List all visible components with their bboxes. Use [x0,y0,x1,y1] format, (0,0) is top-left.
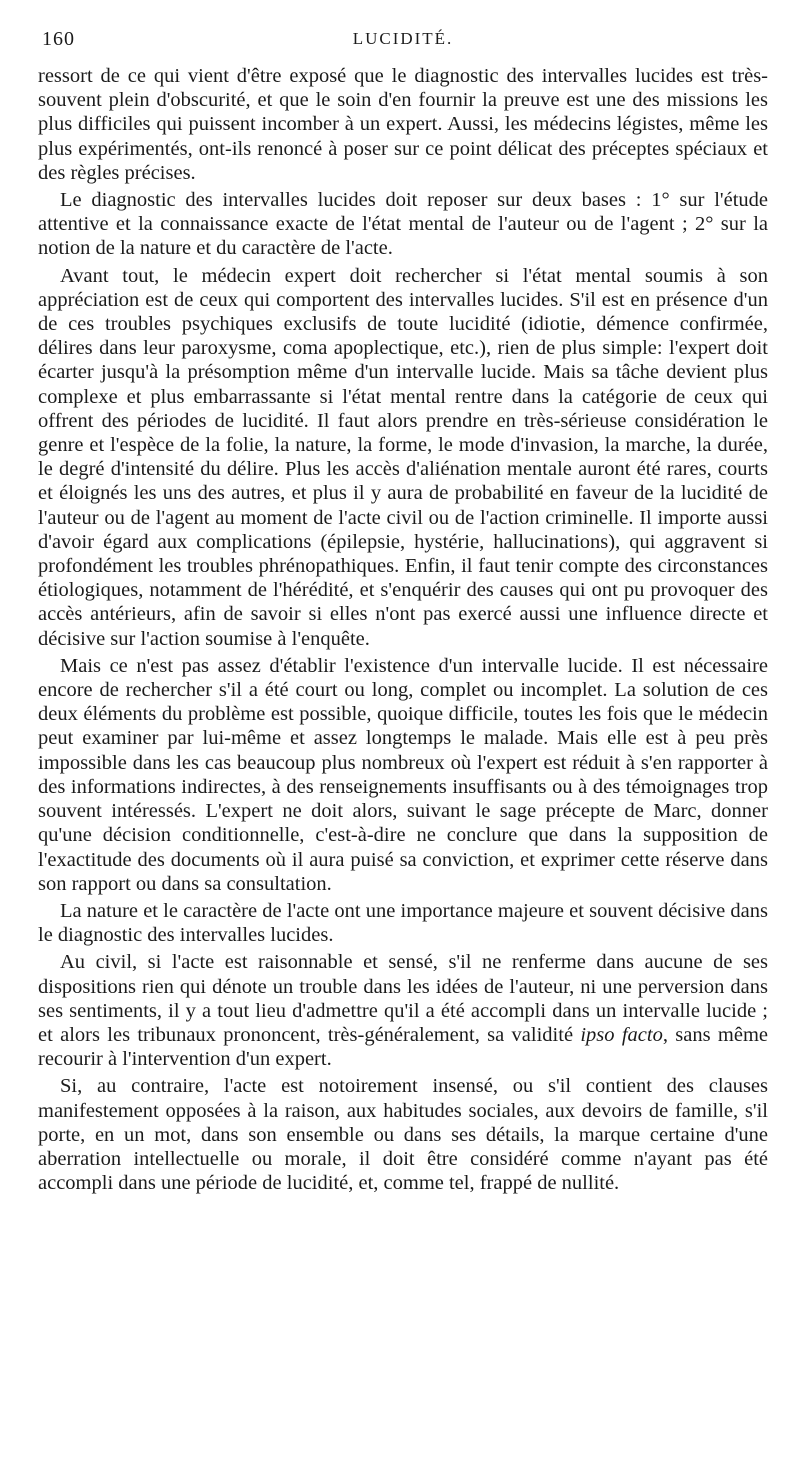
paragraph-civil-text-b: , sans même recourir à l'intervention d'un expert. [38,1023,768,1071]
paragraph-nature-of-act: La nature et le caractère de l'acte ont une importance majeure et souvent décisive dans le diagnostic des intervalles lucides. [38,899,768,947]
running-title: LUCIDITÉ. [352,29,454,48]
paragraph-mental-state: Avant tout, le médecin expert doit rechercher si l'état mental soumis à son appréciation est de ceux qui comportent des intervalles lucides. S'il est en présence d'un de ces troubles psychiques exclusifs de toute lucidité (idiotie, démence confirmée, délires dans leur paroxysme, coma apoplectique, etc.), rien de plus simple: l'expert doit écarter jusqu'à la présomption même d'un intervalle lucide. Mais sa tâche devient plus complexe et plus embarrassante si l'état mental rentre dans la catégorie de ceux qui offrent des périodes de lucidité. Il faut alors prendre en très-sérieuse considération le genre et l'espèce de la folie, la nature, la forme, le mode d'invasion, la marche, la durée, le degré d'intensité du délire. Plus les accès d'aliénation mentale auront été rares, courts et éloignés les uns des autres, et plus il y aura de probabilité en faveur de la lucidité de l'auteur ou de l'agent au moment de l'acte civil ou de l'action criminelle. Il importe aussi d'avoir égard aux complications (épilepsie, hystérie, hallucinations), qui aggravent si profondément les troubles phrénopathiques. Enfin, il faut tenir compte des circonstances étiologiques, notamment de l'hérédité, et s'enquérir des causes qui ont pu provoquer des accès antérieurs, afin de savoir si elles n'ont pas exercé aussi une influence directe et décisive sur l'action soumise à l'enquête. [38,264,768,650]
paragraph-civil-text-a: Au civil, si l'acte est raisonnable et sensé, s'il ne renferme dans aucune de ses dispositions rien qui dénote un trouble dans les idées de l'auteur, ni une perversion dans ses sentiments, il y a tout lieu d'admettre qu'il a été accompli dans un intervalle lucide ; et alors les tribunaux prononcent, très-généralement, sa validité [38,951,768,1046]
italic-term: ipso facto [580,1023,663,1046]
page-number: 160 [42,28,75,50]
paragraph-nullity: Si, au contraire, l'acte est notoirement insensé, ou s'il contient des clauses manifestement opposées à la raison, aux habitudes sociales, aux devoirs de famille, s'il porte, en un mot, dans son ensemble ou dans ses détails, la marque certaine d'une aberration intellectuelle ou morale, il doit être considéré comme n'ayant pas été accompli dans une période de lucidité, et, comme tel, frappé de nullité. [38,1075,768,1195]
running-head [38,28,768,50]
book-page [38,28,768,1458]
body-text [38,64,768,1195]
paragraph-two-bases: Le diagnostic des intervalles lucides doit reposer sur deux bases : 1° sur l'étude attentive et la connaissance exacte de l'état mental de l'auteur ou de l'agent ; 2° sur la notion de la nature et du caractère de l'acte. [38,189,768,260]
paragraph-civil [38,950,768,1071]
paragraph-continued: ressort de ce qui vient d'être exposé que le diagnostic des intervalles lucides est très-souvent plein d'obscurité, et que le soin d'en fournir la preuve est une des missions les plus difficiles qui puissent incomber à un expert. Aussi, les médecins légistes, même les plus expérimentés, ont-ils renoncé à poser sur ce point délicat des préceptes spéciaux et des règles précises. [38,65,768,184]
paragraph-duration: Mais ce n'est pas assez d'établir l'existence d'un intervalle lucide. Il est nécessaire encore de rechercher s'il a été court ou long, complet ou incomplet. La solution de ces deux éléments du problème est possible, quoique difficile, toutes les fois que le médecin peut examiner par lui-même et assez longtemps le malade. Mais elle est à peu près impossible dans les cas beaucoup plus nombreux où l'expert est réduit à s'en rapporter à des informations indirectes, à des renseignements insuffisants ou à des témoignages trop souvent intéressés. L'expert ne doit alors, suivant le sage précepte de Marc, donner qu'une décision conditionnelle, c'est-à-dire ne conclure que dans la supposition de l'exactitude des documents où il aura puisé sa conviction, et exprimer cette réserve dans son rapport ou dans sa consultation. [38,654,768,895]
